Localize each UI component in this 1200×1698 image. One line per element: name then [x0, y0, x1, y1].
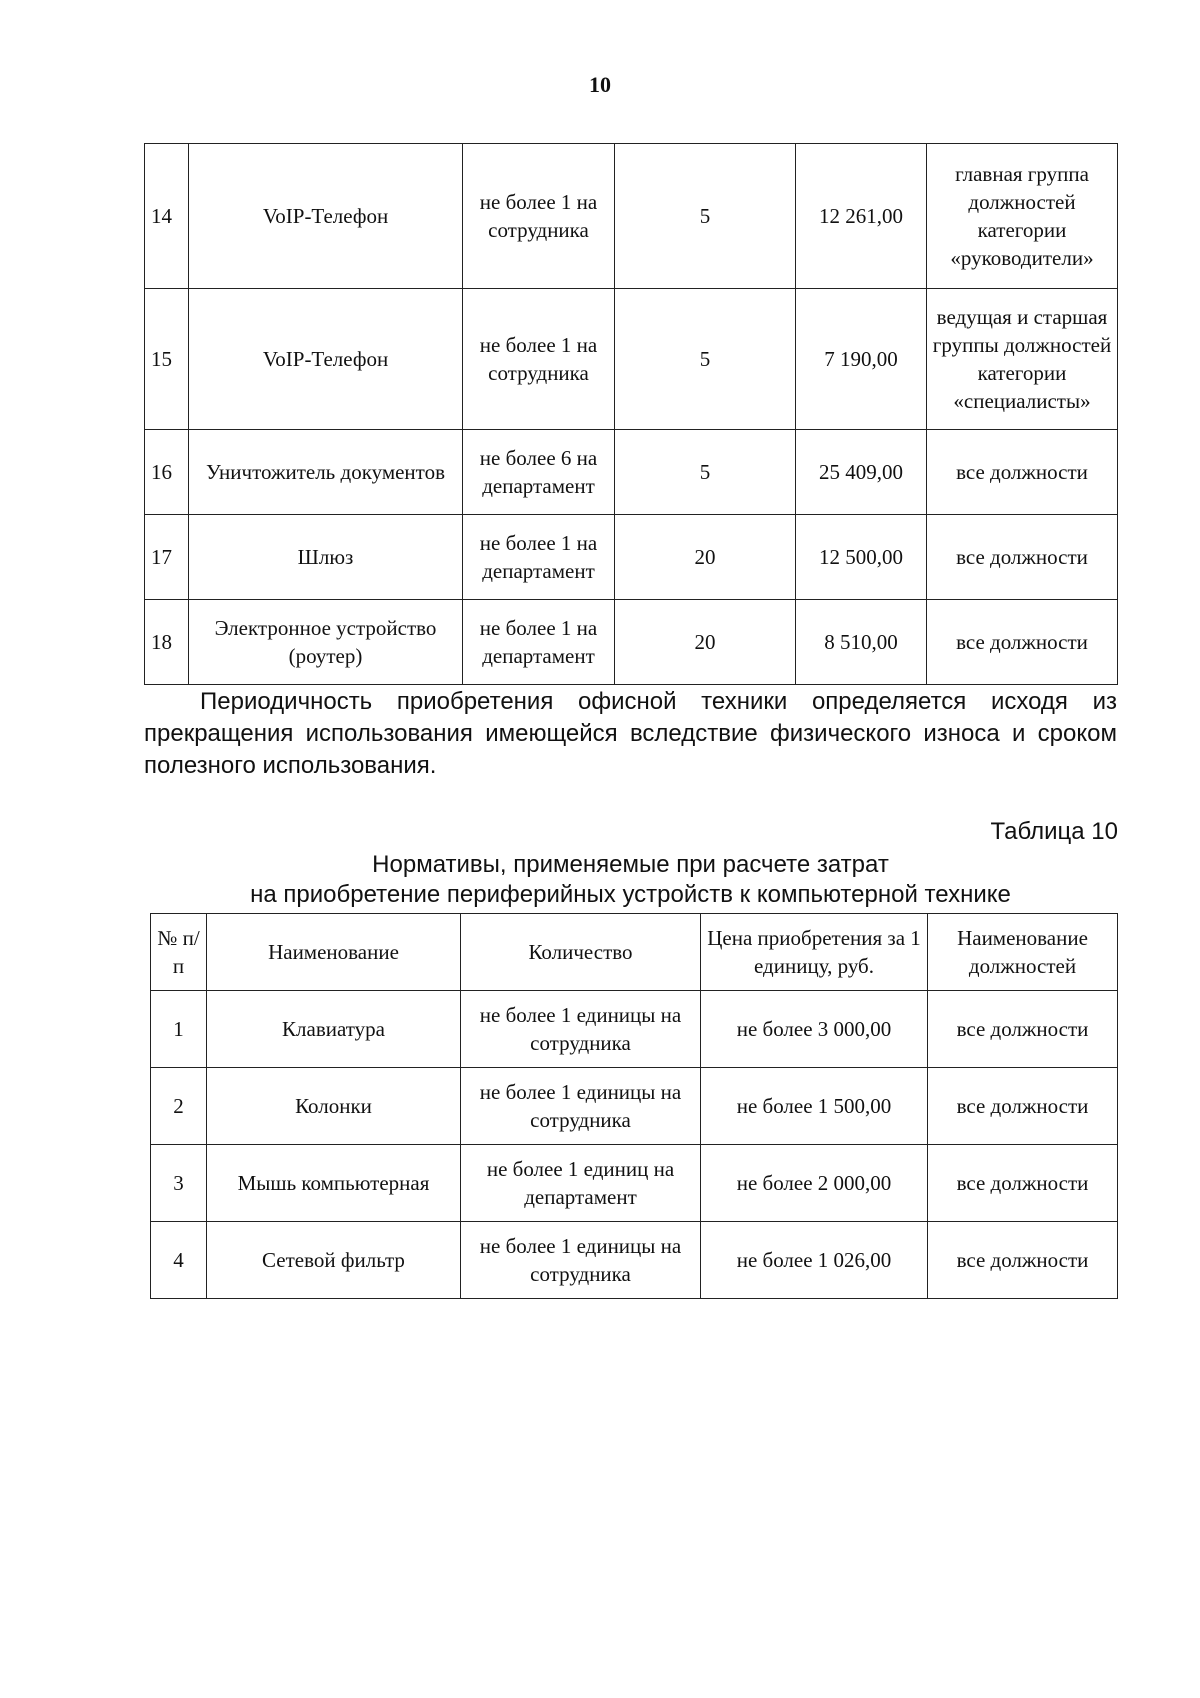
- row-number: 18: [145, 600, 189, 685]
- item-price: не более 3 000,00: [701, 991, 928, 1068]
- item-positions: все должности: [927, 430, 1118, 515]
- header-name: Наименование: [207, 914, 461, 991]
- item-term: 20: [615, 515, 796, 600]
- table-title: [144, 850, 1117, 910]
- item-name: VoIP-Телефон: [189, 289, 463, 430]
- item-quantity: не более 1 единицы на сотрудника: [461, 991, 701, 1068]
- item-price: 25 409,00: [796, 430, 927, 515]
- item-name: Сетевой фильтр: [207, 1222, 461, 1299]
- item-quantity: не более 1 единицы на сотрудника: [461, 1068, 701, 1145]
- page-number: 10: [589, 72, 611, 97]
- item-price: 7 190,00: [796, 289, 927, 430]
- item-positions: главная группа должностей категории «руководители»: [927, 144, 1118, 289]
- table-label: Таблица 10: [990, 818, 1118, 845]
- body-paragraph: Периодичность приобретения офисной техники определяется исходя из прекращения использования имеющейся вследствие физического износа и сроком полезного использования.: [144, 688, 1117, 779]
- item-name: Шлюз: [189, 515, 463, 600]
- item-price: 8 510,00: [796, 600, 927, 685]
- item-price: не более 1 026,00: [701, 1222, 928, 1299]
- table-row: [151, 1068, 1118, 1145]
- table-row: [151, 1145, 1118, 1222]
- peripherals-table: [150, 913, 1118, 1299]
- item-name: Клавиатура: [207, 991, 461, 1068]
- item-term: 5: [615, 289, 796, 430]
- item-price: 12 261,00: [796, 144, 927, 289]
- table-row: [145, 430, 1118, 515]
- item-quantity: не более 1 единицы на сотрудника: [461, 1222, 701, 1299]
- item-term: 20: [615, 600, 796, 685]
- row-number: 2: [151, 1068, 207, 1145]
- item-price: 12 500,00: [796, 515, 927, 600]
- item-positions: все должности: [928, 1145, 1118, 1222]
- equipment-table-continued: [144, 143, 1118, 685]
- row-number: 1: [151, 991, 207, 1068]
- table-row: [145, 289, 1118, 430]
- item-term: 5: [615, 430, 796, 515]
- row-number: 17: [145, 515, 189, 600]
- item-quantity: не более 1 на департамент: [463, 515, 615, 600]
- table-row: [151, 991, 1118, 1068]
- table-row: [145, 144, 1118, 289]
- item-positions: все должности: [927, 600, 1118, 685]
- item-name: Электронное устройство (роутер): [189, 600, 463, 685]
- header-price: Цена приобретения за 1 единицу, руб.: [701, 914, 928, 991]
- table-title-line: на приобретение периферийных устройств к компьютерной технике: [250, 881, 1011, 908]
- header-positions: Наименование должностей: [928, 914, 1118, 991]
- item-quantity: не более 1 на сотрудника: [463, 144, 615, 289]
- item-name: Колонки: [207, 1068, 461, 1145]
- item-positions: все должности: [928, 1068, 1118, 1145]
- item-positions: все должности: [928, 1222, 1118, 1299]
- item-price: не более 2 000,00: [701, 1145, 928, 1222]
- item-quantity: не более 1 единиц на департамент: [461, 1145, 701, 1222]
- table-row: [145, 600, 1118, 685]
- item-positions: все должности: [927, 515, 1118, 600]
- item-positions: все должности: [928, 991, 1118, 1068]
- table-row: [145, 515, 1118, 600]
- item-positions: ведущая и старшая группы должностей категории «специалисты»: [927, 289, 1118, 430]
- header-quantity: Количество: [461, 914, 701, 991]
- row-number: 16: [145, 430, 189, 515]
- header-num: № п/п: [151, 914, 207, 991]
- item-name: Уничтожитель документов: [189, 430, 463, 515]
- item-name: Мышь компьютерная: [207, 1145, 461, 1222]
- row-number: 4: [151, 1222, 207, 1299]
- item-name: VoIP-Телефон: [189, 144, 463, 289]
- item-price: не более 1 500,00: [701, 1068, 928, 1145]
- row-number: 15: [145, 289, 189, 430]
- row-number: 14: [145, 144, 189, 289]
- table-row: [151, 1222, 1118, 1299]
- item-term: 5: [615, 144, 796, 289]
- item-quantity: не более 6 на департамент: [463, 430, 615, 515]
- row-number: 3: [151, 1145, 207, 1222]
- item-quantity: не более 1 на сотрудника: [463, 289, 615, 430]
- table-title-line: Нормативы, применяемые при расчете затрат: [372, 851, 889, 878]
- item-quantity: не более 1 на департамент: [463, 600, 615, 685]
- table-header-row: [151, 914, 1118, 991]
